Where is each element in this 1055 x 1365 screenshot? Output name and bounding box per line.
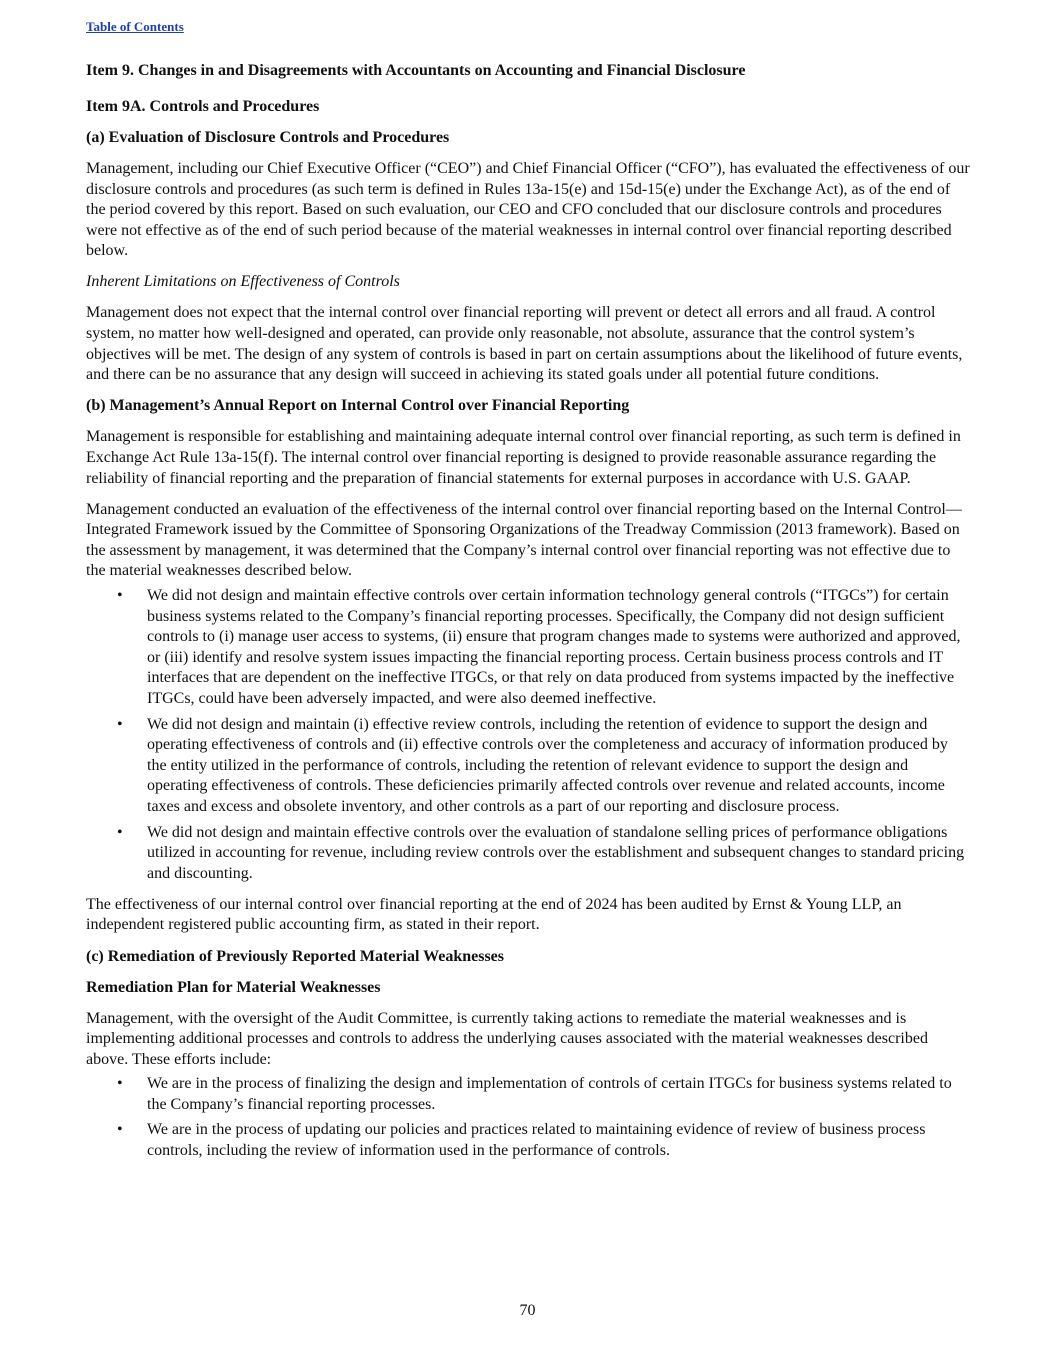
list-item-text: We did not design and maintain effective controls over the evaluation of standalone selling prices of performance obligations utilized in accounting for revenue, including review controls over the establishment and subsequent changes to standard pricing and discounting.	[147, 823, 965, 882]
list-item-text: We did not design and maintain (i) effective review controls, including the retention of evidence to support the design and operating effectiveness of controls and (ii) effective controls over the completeness and accuracy of information produced by the entity utilized in the performance of controls, including the retention of relevant evidence to support the design and operating effectiveness of controls. These deficiencies primarily affected controls over revenue and related accounts, income taxes and excess and obsolete inventory, and other controls as a part of our reporting and disclosure process.	[147, 715, 948, 815]
bullet-icon: •	[117, 1121, 123, 1139]
bullet-icon: •	[117, 587, 123, 604]
list-item	[86, 823, 970, 885]
section-a-heading: (a) Evaluation of Disclosure Controls and Procedures	[86, 129, 450, 146]
list-item	[86, 715, 970, 818]
bullet-icon: •	[117, 715, 123, 733]
document-page	[86, 18, 970, 1172]
section-b-paragraph-1: Management is responsible for establishing and maintaining adequate internal control over financial reporting, as such term is defined in Exchange Act Rule 13a-15(f). The internal control over financial reporting is designed to provide reasonable assurance regarding the reliability of financial reporting and the preparation of financial statements for external purposes in accordance with U.S. GAAP.	[86, 428, 961, 487]
remediation-plan-heading: Remediation Plan for Material Weaknesses	[86, 978, 381, 996]
section-a-paragraph: Management, including our Chief Executive Officer (“CEO”) and Chief Financial Officer (“CFO”), has evaluated the effectiveness of our disclosure controls and procedures (as such term is defined in Rules 13a-15(e) and 15d-15(e) under the Exchange Act), as of the end of the period covered by this report. Based on such evaluation, our CEO and CFO concluded that our disclosure controls and procedures were not effective as of the end of such period because of the material weaknesses in internal control over financial reporting described below.	[86, 160, 970, 260]
material-weakness-list	[86, 586, 970, 884]
list-item	[86, 586, 970, 710]
page-number: 70	[519, 1302, 536, 1319]
list-item	[86, 1074, 970, 1115]
list-item-text: We are in the process of finalizing the design and implementation of controls of certain ITGCs for business systems related to the Company’s financial reporting processes.	[147, 1075, 952, 1113]
table-of-contents-link[interactable]: Table of Contents	[86, 19, 184, 34]
list-item	[86, 1120, 970, 1161]
bullet-icon: •	[117, 1075, 123, 1093]
list-item-text: We did not design and maintain effective controls over certain information technology general controls (“ITGCs”) for certain business systems related to the Company’s financial reporting processes. Specifically, the Company did not design sufficient controls to (i) manage user access to systems, (ii) ensure that program changes made to systems were authorized and approved, or (iii) identify and resolve system issues impacting the financial reporting process. Certain business process controls and IT interfaces that are dependent on the ineffective ITGCs, or that rely on data produced from systems impacted by the ineffective ITGCs, could have been adversely impacted, and were also deemed ineffective.	[147, 587, 961, 707]
list-item-text: We are in the process of updating our policies and practices related to maintaining evidence of review of business process controls, including the review of information used in the performance of controls.	[147, 1121, 926, 1160]
section-b-heading: (b) Management’s Annual Report on Internal Control over Financial Reporting	[86, 397, 630, 415]
item-9-heading: Item 9. Changes in and Disagreements with Accountants on Accounting and Financial Disclosure	[86, 62, 746, 79]
inherent-limitations-heading: Inherent Limitations on Effectiveness of Controls	[86, 273, 400, 291]
remediation-list	[86, 1074, 970, 1161]
item-9a-heading: Item 9A. Controls and Procedures	[86, 98, 320, 115]
section-b-paragraph-3: The effectiveness of our internal control over financial reporting at the end of 2024 has been audited by Ernst & Young LLP, an independent registered public accounting firm, as stated in their report.	[86, 895, 902, 934]
bullet-icon: •	[117, 823, 123, 841]
inherent-limitations-paragraph: Management does not expect that the internal control over financial reporting will prevent or detect all errors and all fraud. A control system, no matter how well-designed and operated, can provide only reasonable, not absolute, assurance that the control system’s objectives will be met. The design of any system of controls is based in part on certain assumptions about the likelihood of future events, and there can be no assurance that any design will succeed in achieving its stated goals under all potential future conditions.	[86, 304, 963, 384]
section-c-heading: (c) Remediation of Previously Reported Material Weaknesses	[86, 947, 505, 965]
remediation-paragraph: Management, with the oversight of the Audit Committee, is currently taking actions to remediate the material weaknesses and is implementing additional processes and controls to address the underlying causes associated with the material weaknesses described above. These efforts include:	[86, 1009, 928, 1068]
section-b-paragraph-2: Management conducted an evaluation of the effectiveness of the internal control over financial reporting based on the Internal Control—Integrated Framework issued by the Committee of Sponsoring Organizations of the Treadway Commission (2013 framework). Based on the assessment by management, it was determined that the Company’s internal control over financial reporting was not effective due to the material weaknesses described below.	[86, 500, 962, 580]
